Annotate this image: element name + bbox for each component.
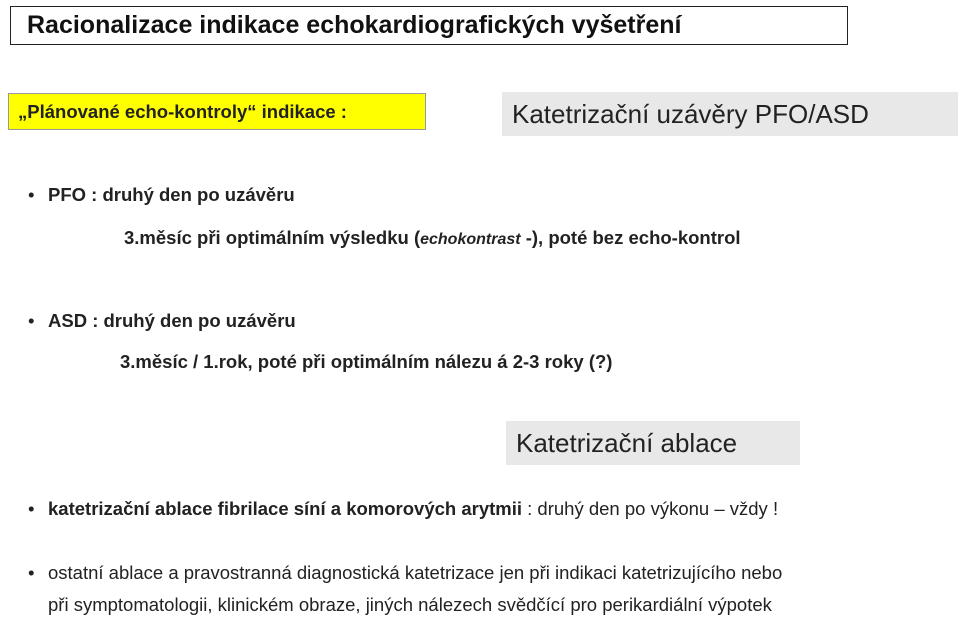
pfo-line2-post: -), poté bez echo-kontrol xyxy=(520,227,741,248)
bullet: • xyxy=(28,184,35,205)
ablace-line2: ostatní ablace a pravostranná diagnostická katetrizace jen při indikaci katetrizujícího nebo xyxy=(48,562,783,583)
ablace-heading: Katetrizační ablace xyxy=(516,427,738,458)
asd-line2: 3.měsíc / 1.rok, poté při optimálním nálezu á 2-3 roky (?) xyxy=(120,351,613,372)
asd-item xyxy=(28,310,296,332)
bullet: • xyxy=(28,498,35,519)
slide-title-text: Racionalizace indikace echokardiografických vyšetření xyxy=(27,11,682,39)
pfo-item xyxy=(28,184,295,206)
pfo-asd-heading: Katetrizační uzávěry PFO/ASD xyxy=(512,98,869,129)
ablace-item-1 xyxy=(28,498,778,520)
pfo-followup xyxy=(124,227,741,249)
slide-title xyxy=(10,6,848,45)
ablace-heading-box xyxy=(506,421,800,465)
ablace-line1-rest: : druhý den po výkonu – vždy ! xyxy=(522,498,779,519)
pfo-asd-heading-box xyxy=(502,92,958,136)
ablace-item-2-cont xyxy=(48,594,772,616)
planned-echo-label: „Plánované echo-kontroly“ indikace : xyxy=(18,100,347,122)
pfo-line2-pre: 3.měsíc při optimálním výsledku ( xyxy=(124,227,421,248)
pfo-line2-italic: echokontrast xyxy=(420,231,521,248)
planned-echo-label-box xyxy=(8,93,426,130)
ablace-item-2 xyxy=(28,562,782,584)
ablace-line3: při symptomatologii, klinickém obraze, jiných nálezech svědčící pro perikardiální výpotek xyxy=(48,594,772,615)
asd-line1: ASD : druhý den po uzávěru xyxy=(48,310,296,331)
ablace-line1-bold: katetrizační ablace fibrilace síní a komorových arytmii xyxy=(48,498,523,519)
bullet: • xyxy=(28,562,35,583)
bullet: • xyxy=(28,310,35,331)
asd-followup xyxy=(120,351,612,373)
pfo-line1: PFO : druhý den po uzávěru xyxy=(48,184,295,205)
